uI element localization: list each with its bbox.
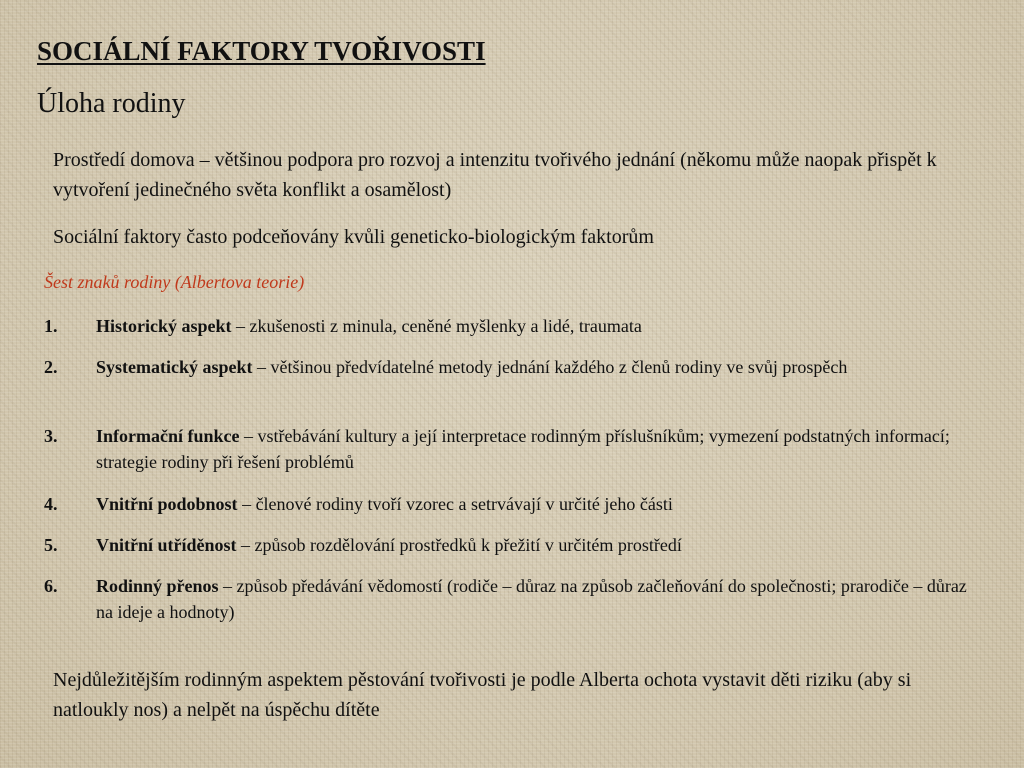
list-item-number: 3. — [44, 426, 58, 446]
slide-title: SOCIÁLNÍ FAKTORY TVOŘIVOSTI — [37, 36, 486, 66]
paragraph-home-environment: Prostředí domova – většinou podpora pro rozvoj a intenzitu tvořivého jednání (někomu může naopak přispět k vytvoření jedinečného světa konflikt a osamělost) — [53, 149, 937, 201]
list-item-text — [96, 354, 976, 380]
paragraph-conclusion: Nejdůležitějším rodinným aspektem pěstování tvořivosti je podle Alberta ochota vystavit děti riziku (aby si natloukly nos) a nelpět na úspěchu dítěte — [53, 669, 912, 721]
list-item-term: Historický aspekt — [96, 316, 232, 336]
slide-subtitle: Úloha rodiny — [37, 88, 186, 119]
list-item-number: 5. — [44, 535, 58, 555]
list-item-description: – většinou předvídatelné metody jednání každého z členů rodiny ve svůj prospěch — [252, 357, 848, 377]
list-item-text — [96, 313, 976, 339]
list-item-description: – způsob předávání vědomostí (rodiče – důraz na způsob začleňování do společnosti; prarodiče – důraz na ideje a hodnoty) — [96, 576, 967, 622]
list-item-number: 1. — [44, 316, 58, 336]
list-item-description: – způsob rozdělování prostředků k přežití v určitém prostředí — [236, 535, 682, 555]
list-item-number: 6. — [44, 576, 58, 596]
list-item-term: Systematický aspekt — [96, 357, 253, 377]
list-item-term: Vnitřní podobnost — [96, 494, 238, 514]
list-item-description: – vstřebávání kultury a její interpretace rodinným příslušníkům; vymezení podstatných informací; strategie rodiny při řešení problémů — [96, 426, 950, 472]
list-item-term: Rodinný přenos — [96, 576, 219, 596]
list-item-number: 4. — [44, 494, 58, 514]
list-item-text — [96, 491, 976, 517]
list-item-number: 2. — [44, 357, 58, 377]
section-heading-six-family-traits: Šest znaků rodiny (Albertova teorie) — [44, 272, 305, 292]
list-item-term: Informační funkce — [96, 426, 240, 446]
list-item-text — [96, 532, 976, 558]
list-item-description: – členové rodiny tvoří vzorec a setrvávají v určité jeho části — [237, 494, 673, 514]
list-item-description: – zkušenosti z minula, ceněné myšlenky a lidé, traumata — [231, 316, 642, 336]
paragraph-social-factors: Sociální faktory často podceňovány kvůli geneticko-biologickým faktorům — [53, 226, 654, 248]
list-item-text — [96, 423, 976, 475]
list-item-term: Vnitřní utříděnost — [96, 535, 237, 555]
list-item-text — [96, 573, 976, 625]
